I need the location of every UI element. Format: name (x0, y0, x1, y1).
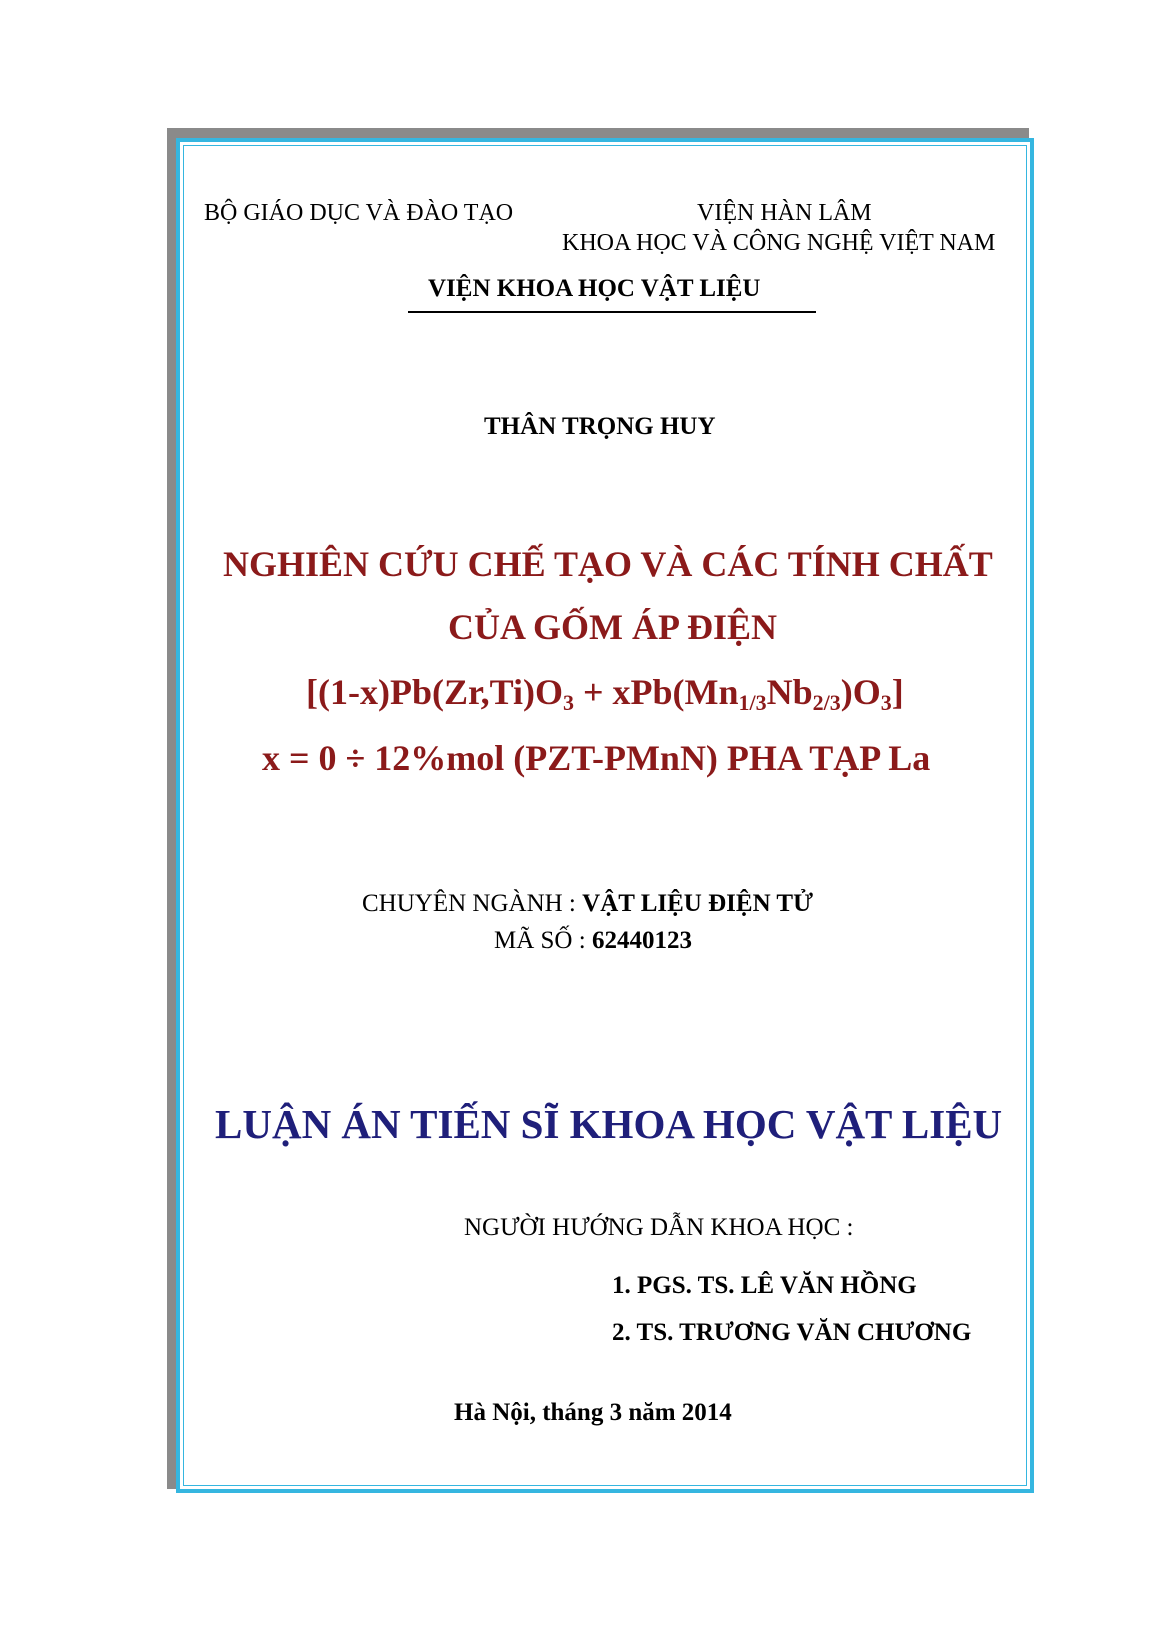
code-line (494, 928, 692, 953)
advisor-2: 2. TS. TRƯƠNG VĂN CHƯƠNG (612, 1319, 972, 1346)
location-date: Hà Nội, tháng 3 năm 2014 (454, 1399, 732, 1426)
advisor-1: 1. PGS. TS. LÊ VĂN HỒNG (612, 1272, 917, 1299)
specialty-label: CHUYÊN NGÀNH : (362, 890, 583, 917)
specialty-line (362, 891, 813, 916)
author-name: THÂN TRỌNG HUY (484, 413, 716, 440)
code-value: 62440123 (591, 927, 692, 954)
academy-name-line1: VIỆN HÀN LÂM (697, 200, 872, 226)
thesis-title-formula: $[(1-x)Pb(Zr,Ti)O_3 + xPb(Mn_{1/3}Nb_{2/3})O_3]$ (306, 672, 904, 715)
thesis-title-line1: NGHIÊN CỨU CHẾ TẠO VÀ CÁC TÍNH CHẤT (223, 544, 993, 584)
institute-underline (408, 311, 816, 313)
thesis-title-line4: x = 0 ÷ 12%mol (PZT-PMnN) PHA TẠP La (262, 738, 931, 778)
code-label: MÃ SỐ : (494, 927, 592, 954)
academy-name-line2: KHOA HỌC VÀ CÔNG NGHỆ VIỆT NAM (562, 230, 996, 256)
institute-name: VIỆN KHOA HỌC VẬT LIỆU (428, 275, 761, 302)
advisor-label: NGƯỜI HƯỚNG DẪN KHOA HỌC : (464, 1214, 854, 1241)
ministry-name: BỘ GIÁO DỤC VÀ ĐÀO TẠO (204, 200, 514, 226)
thesis-title-line2: CỦA GỐM ÁP ĐIỆN (448, 607, 778, 647)
specialty-value: VẬT LIỆU ĐIỆN TỬ (582, 890, 813, 917)
degree-title: LUẬN ÁN TIẾN SĨ KHOA HỌC VẬT LIỆU (215, 1101, 1003, 1147)
